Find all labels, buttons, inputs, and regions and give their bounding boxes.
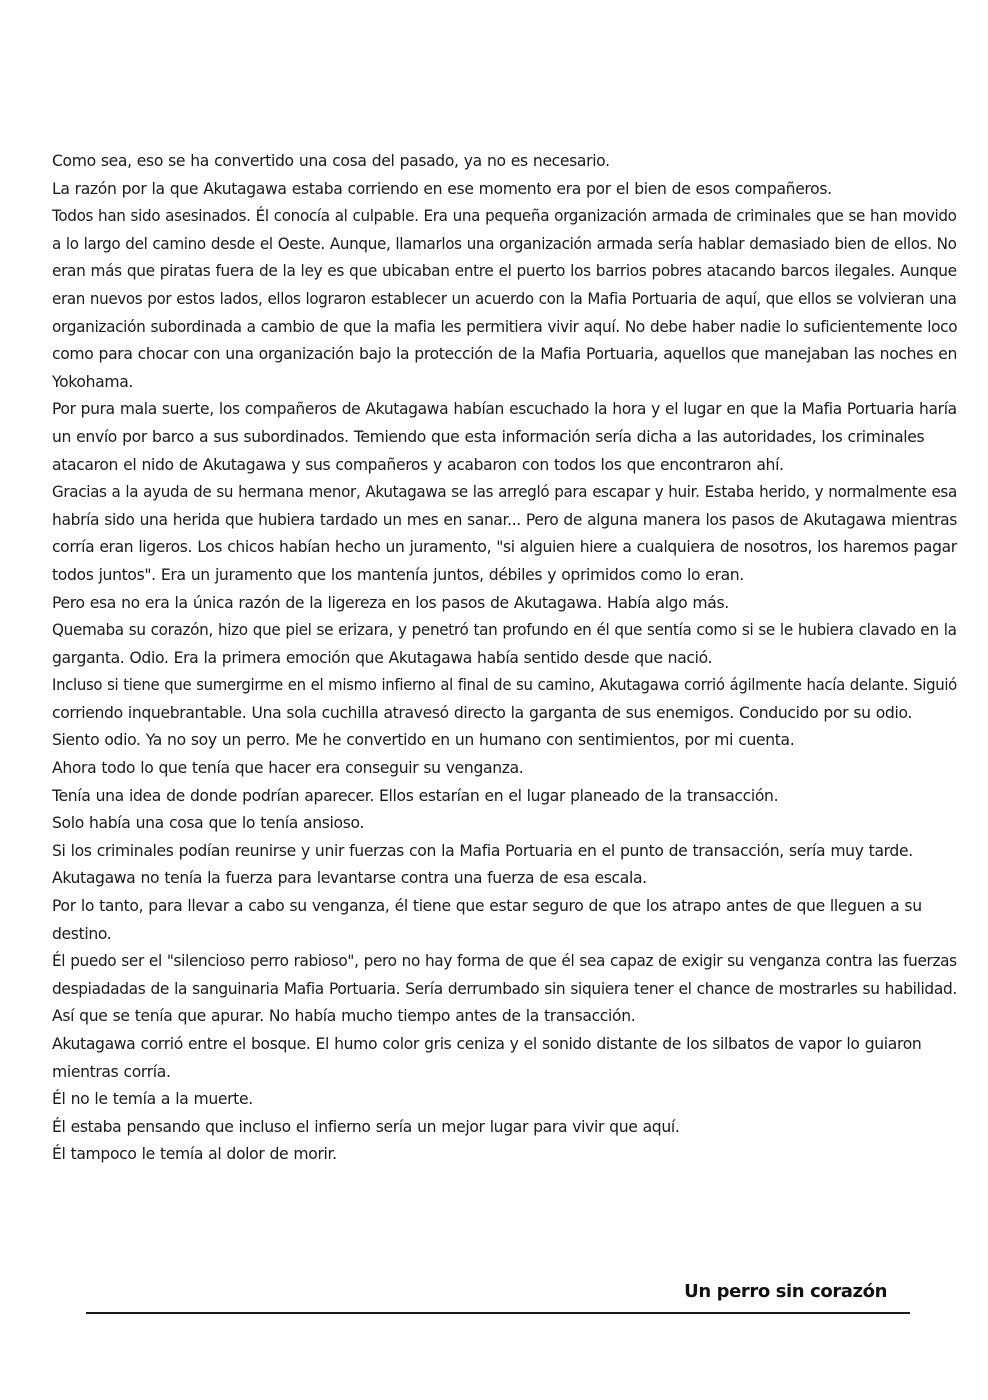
body-line: Siento odio. Ya no soy un perro. Me he convertido en un humano con sentimientos, por mi cuenta.	[52, 731, 795, 750]
body-line: Akutagawa corrió entre el bosque. El humo color gris ceniza y el sonido distante de los silbatos de vapor lo guiaron	[52, 1035, 922, 1053]
body-line: Pero esa no era la única razón de la ligereza en los pasos de Akutagawa. Había algo más.	[52, 593, 729, 612]
body-line: todos juntos". Era un juramento que los mantenía juntos, débiles y oprimidos como lo eran.	[52, 565, 744, 584]
body-line: Solo había una cosa que lo tenía ansioso.	[52, 814, 365, 833]
body-line: Tenía una idea de donde podrían aparecer. Ellos estarían en el lugar planeado de la transacción.	[52, 786, 779, 805]
body-line: Él estaba pensando que incluso el infierno sería un mejor lugar para vivir que aquí.	[52, 1117, 680, 1136]
body-line: habría sido una herida que hubiera tardado un mes en sanar... Pero de alguna manera los pasos de Akutagawa mientras	[52, 510, 958, 529]
body-line: a lo largo del camino desde el Oeste. Aunque, llamarlos una organización armada sería hablar demasiado bien de ellos. No	[52, 234, 957, 253]
body-text	[52, 148, 957, 1169]
body-line: destino.	[52, 924, 112, 943]
body-line: Por pura mala suerte, los compañeros de Akutagawa habían escuchado la hora y el lugar en que la Mafia Portuaria haría	[52, 400, 957, 419]
body-line: mientras corría.	[52, 1062, 171, 1081]
body-line: Todos han sido asesinados. Él conocía al culpable. Era una pequeña organización armada de criminales que se han movido	[52, 207, 957, 226]
body-line: Él puedo ser el "silencioso perro rabioso", pero no hay forma de que él sea capaz de exigir su venganza contra las fuerzas	[52, 952, 957, 971]
body-line: garganta. Odio. Era la primera emoción que Akutagawa había sentido desde que nació.	[52, 648, 713, 667]
body-line: Él no le temía a la muerte.	[52, 1090, 253, 1109]
body-line: Así que se tenía que apurar. No había mucho tiempo antes de la transacción.	[52, 1007, 636, 1026]
body-line: organización subordinada a cambio de que la mafia les permitiera vivir aquí. No debe haber nadie lo suficientemente loco	[52, 317, 958, 336]
body-line: Yokohama.	[52, 372, 134, 391]
body-line: un envío por barco a sus subordinados. Temiendo que esta información sería dicha a las autoridades, los criminales	[52, 427, 925, 446]
body-line: Gracias a la ayuda de su hermana menor, Akutagawa se las arregló para escapar y huir. Estaba herido, y normalmente esa	[52, 483, 957, 502]
body-line: atacaron el nido de Akutagawa y sus compañeros y acabaron con todos los que encontraron ahí.	[52, 455, 784, 474]
body-line: eran nuevos por estos lados, ellos lograron establecer un acuerdo con la Mafia Portuaria de aquí, que ellos se volvieran una	[52, 289, 957, 308]
body-line: Akutagawa no tenía la fuerza para levantarse contra una fuerza de esa escala.	[52, 869, 647, 888]
body-line: corría eran ligeros. Los chicos habían hecho un juramento, "si alguien hiere a cualquiera de nosotros, los haremos pagar	[52, 538, 957, 557]
body-line: como para chocar con una organización bajo la protección de la Mafia Portuaria, aquellos que manejaban las noches en	[52, 345, 958, 364]
body-line: Él tampoco le temía al dolor de morir.	[52, 1145, 337, 1164]
body-line: Ahora todo lo que tenía que hacer era conseguir su venganza.	[52, 759, 524, 778]
body-line: eran más que piratas fuera de la ley es que ubicaban entre el puerto los barrios pobres atacando barcos ilegales. Aunque	[52, 262, 957, 281]
body-line: Si los criminales podían reunirse y unir fuerzas con la Mafia Portuaria en el punto de transacción, sería muy tarde.	[52, 841, 913, 860]
body-line: Por lo tanto, para llevar a cabo su venganza, él tiene que estar seguro de que los atrapo antes de que lleguen a su	[52, 897, 922, 916]
body-line: corriendo inquebrantable. Una sola cuchilla atravesó directo la garganta de sus enemigos. Conducido por su odio.	[52, 703, 912, 722]
footer-rule	[86, 1312, 910, 1314]
body-line: Como sea, eso se ha convertido una cosa del pasado, ya no es necesario.	[52, 152, 610, 170]
body-line: La razón por la que Akutagawa estaba corriendo en ese momento era por el bien de esos compañeros.	[52, 179, 832, 198]
body-line: despiadadas de la sanguinaria Mafia Portuaria. Sería derrumbado sin siquiera tener el chance de mostrarles su habilidad.	[52, 979, 957, 998]
footer-title: Un perro sin corazón	[684, 1281, 887, 1302]
body-line: Quemaba su corazón, hizo que piel se erizara, y penetró tan profundo en él que sentía como si se le hubiera clavado en la	[52, 621, 957, 640]
body-line: Incluso si tiene que sumergirme en el mismo infierno al final de su camino, Akutagawa corrió ágilmente hacía delante. Siguió	[52, 676, 957, 695]
